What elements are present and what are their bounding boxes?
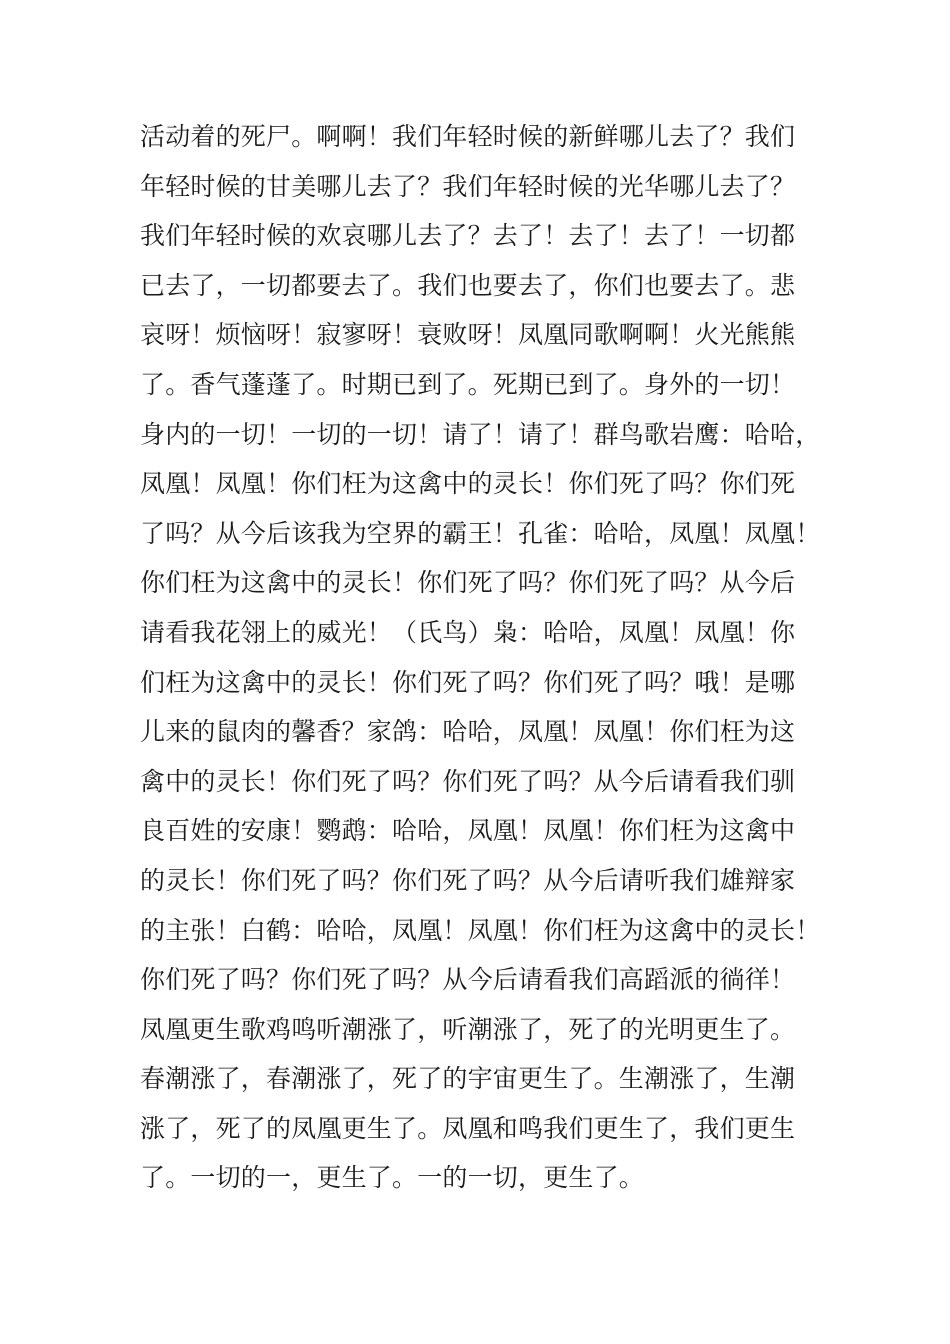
text-line: 春潮涨了，春潮涨了，死了的宇宙更生了。生潮涨了，生潮 — [140, 1064, 796, 1094]
text-line: 禽中的灵长！你们死了吗？你们死了吗？从今后请看我们驯 — [140, 766, 796, 796]
text-line: 凤凰更生歌鸡鸣听潮涨了，听潮涨了，死了的光明更生了。 — [140, 1014, 796, 1044]
text-line: 你们死了吗？你们死了吗？从今后请看我们高蹈派的徜徉！ — [140, 965, 796, 995]
body-text — [140, 112, 840, 1203]
text-line: 的主张！白鹤：哈哈，凤凰！凤凰！你们枉为这禽中的灵长！ — [140, 915, 821, 945]
text-line: 凤凰！凤凰！你们枉为这禽中的灵长！你们死了吗？你们死 — [140, 469, 796, 499]
text-line: 哀呀！烦恼呀！寂寥呀！衰败呀！凤凰同歌啊啊！火光熊熊 — [140, 320, 796, 350]
text-line: 年轻时候的甘美哪儿去了？我们年轻时候的光华哪儿去了？ — [140, 171, 796, 201]
text-line: 已去了，一切都要去了。我们也要去了，你们也要去了。悲 — [140, 270, 796, 300]
text-line: 了。香气蓬蓬了。时期已到了。死期已到了。身外的一切！ — [140, 369, 796, 399]
text-line: 涨了，死了的凤凰更生了。凤凰和鸣我们更生了，我们更生 — [140, 1113, 796, 1143]
text-line: 的灵长！你们死了吗？你们死了吗？从今后请听我们雄辩家 — [140, 865, 796, 895]
text-line: 请看我花翎上的威光！（氏鸟）枭：哈哈，凤凰！凤凰！你 — [140, 617, 796, 647]
text-line: 你们枉为这禽中的灵长！你们死了吗？你们死了吗？从今后 — [140, 568, 796, 598]
text-line: 们枉为这禽中的灵长！你们死了吗？你们死了吗？哦！是哪 — [140, 667, 796, 697]
text-line: 我们年轻时候的欢哀哪儿去了？去了！去了！去了！一切都 — [140, 221, 796, 251]
text-line: 身内的一切！一切的一切！请了！请了！群鸟歌岩鹰：哈哈， — [140, 419, 821, 449]
text-line: 儿来的鼠肉的馨香？家鸽：哈哈，凤凰！凤凰！你们枉为这 — [140, 717, 796, 747]
text-line: 活动着的死尸。啊啊！我们年轻时候的新鲜哪儿去了？我们 — [140, 122, 796, 151]
text-line: 了吗？从今后该我为空界的霸王！孔雀：哈哈，凤凰！凤凰！ — [140, 518, 821, 548]
text-line: 良百姓的安康！鹦鹉：哈哈，凤凰！凤凰！你们枉为这禽中 — [140, 816, 796, 846]
text-line: 了。一切的一，更生了。一的一切，更生了。 — [140, 1163, 645, 1193]
